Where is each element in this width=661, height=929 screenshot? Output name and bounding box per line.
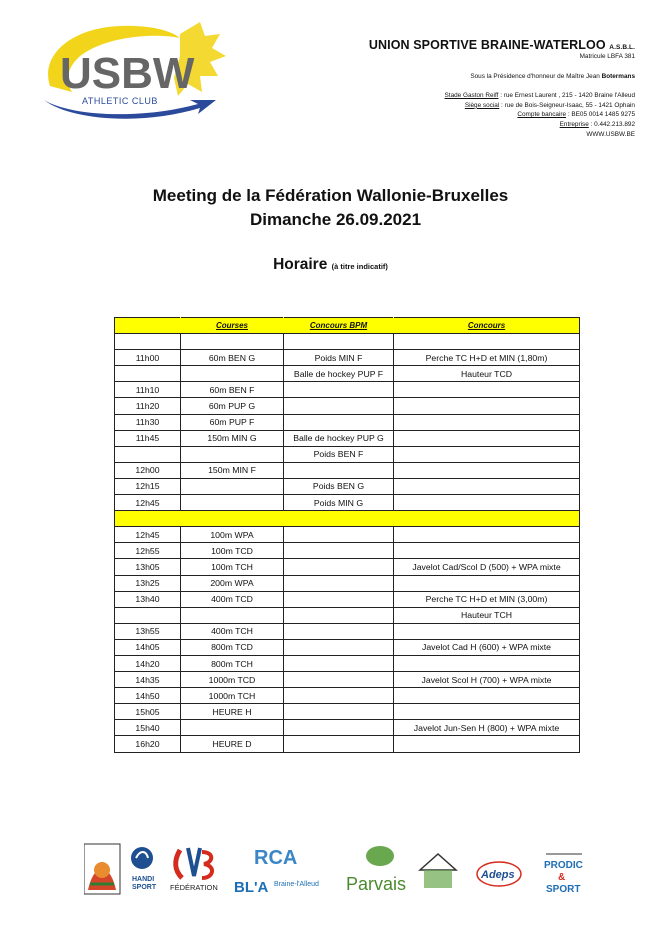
bank-account: Compte bancaire : BE05 0014 1485 9275: [517, 111, 635, 119]
cell-time: 13h25: [115, 575, 181, 591]
siege-address: Siège social : rue de Bois-Seigneur-Isaac, 55 - 1421 Ophain: [464, 101, 635, 109]
table-row: [115, 591, 580, 607]
separator-cell: [181, 511, 284, 527]
cell-time: 16h20: [115, 736, 181, 752]
cell-concours: [394, 414, 580, 430]
cell-bpm: [284, 672, 394, 688]
schedule-title: Horaire (à titre indicatif): [273, 256, 388, 273]
cell-time: 11h00: [115, 350, 181, 366]
handi-sport-logo: [131, 847, 157, 891]
cell-time: 11h10: [115, 382, 181, 398]
svg-text:SPORT: SPORT: [132, 884, 157, 891]
table-row: [115, 414, 580, 430]
cell-course: [181, 720, 284, 736]
cell-concours: Javelot Scol H (700) + WPA mixte: [394, 672, 580, 688]
athletics-stadium-logo: [84, 844, 120, 894]
cell-concours: [394, 575, 580, 591]
cell-bpm: [284, 382, 394, 398]
cell-concours: [394, 543, 580, 559]
table-row: [115, 430, 580, 446]
schedule-table: [114, 317, 580, 753]
cell-course: 60m PUP F: [181, 414, 284, 430]
cell-time: [115, 446, 181, 462]
col-header-time: [115, 318, 181, 334]
section-separator-row: [115, 511, 580, 527]
cell-concours: [394, 398, 580, 414]
table-row: [115, 398, 580, 414]
cell-concours: Hauteur TCH: [394, 607, 580, 623]
cell-course: 150m MIN F: [181, 462, 284, 478]
usbw-logo: [30, 16, 226, 128]
cell-time: 14h50: [115, 688, 181, 704]
table-row: [115, 704, 580, 720]
table-row: [115, 495, 580, 511]
cell-bpm: Poids BEN G: [284, 478, 394, 494]
cell-time: 12h55: [115, 543, 181, 559]
cell-course: 100m TCD: [181, 543, 284, 559]
cell-course: 150m MIN G: [181, 430, 284, 446]
cell-concours: Hauteur TCD: [394, 366, 580, 382]
table-row: [115, 543, 580, 559]
cell-time: 15h05: [115, 704, 181, 720]
cell-time: 14h20: [115, 655, 181, 671]
cell-bpm: [284, 736, 394, 752]
cell-bpm: [284, 462, 394, 478]
cell-course: 100m WPA: [181, 527, 284, 543]
separator-cell: [284, 511, 394, 527]
table-row: [115, 446, 580, 462]
cell-concours: Javelot Cad/Scol D (500) + WPA mixte: [394, 559, 580, 575]
cell-course: [181, 446, 284, 462]
cell-bpm: [284, 720, 394, 736]
table-row: [115, 382, 580, 398]
table-row: [115, 334, 580, 350]
svg-text:&: &: [558, 872, 566, 883]
website: WWW.USBW.BE: [586, 130, 635, 138]
svg-text:Adeps: Adeps: [481, 869, 515, 881]
cell-course: [181, 607, 284, 623]
table-row: [115, 575, 580, 591]
cell-time: 12h15: [115, 478, 181, 494]
cell-concours: [394, 446, 580, 462]
cell-course: 60m BEN F: [181, 382, 284, 398]
cell-bpm: [284, 414, 394, 430]
table-row: [115, 559, 580, 575]
cell-bpm: [284, 607, 394, 623]
cell-time: 14h35: [115, 672, 181, 688]
presidence: Sous la Présidence d'honneur de Maître Jean Botermans: [470, 72, 635, 80]
club-header: [275, 38, 635, 139]
table-row: [115, 736, 580, 752]
cell-time: 13h55: [115, 623, 181, 639]
cell-time: 13h05: [115, 559, 181, 575]
prodic-sport-logo: [544, 854, 583, 895]
table-row: [115, 366, 580, 382]
cell-bpm: [284, 398, 394, 414]
cell-bpm: [284, 527, 394, 543]
cell-course: 800m TCH: [181, 655, 284, 671]
cell-time: [115, 607, 181, 623]
svg-text:HANDI: HANDI: [132, 876, 155, 883]
cell-concours: [394, 623, 580, 639]
table-row: [115, 688, 580, 704]
cell-bpm: Poids MIN G: [284, 495, 394, 511]
table-row: [115, 720, 580, 736]
cell-bpm: Balle de hockey PUP F: [284, 366, 394, 382]
cell-time: 11h20: [115, 398, 181, 414]
cell-bpm: [284, 704, 394, 720]
cell-course: HEURE D: [181, 736, 284, 752]
svg-text:Braine-l'Alleud: Braine-l'Alleud: [274, 881, 319, 888]
meeting-date: Dimanche 26.09.2021: [249, 210, 422, 229]
logo-text: USBW: [60, 49, 195, 98]
cell-concours: [394, 462, 580, 478]
sponsor-logos: [84, 840, 604, 900]
cell-course: [181, 478, 284, 494]
col-header-courses: Courses: [181, 318, 284, 334]
cell-course: 800m TCD: [181, 639, 284, 655]
cell-time: 11h45: [115, 430, 181, 446]
separator-cell: [394, 511, 580, 527]
cell-bpm: [284, 623, 394, 639]
meeting-title: Meeting de la Fédération Wallonie-Bruxelles: [152, 186, 509, 205]
table-row: [115, 350, 580, 366]
federation-wb-logo: [170, 848, 218, 892]
cell-concours: Javelot Cad H (600) + WPA mixte: [394, 639, 580, 655]
cell-course: 60m BEN G: [181, 350, 284, 366]
svg-text:Parvais: Parvais: [346, 874, 407, 894]
matricule: Matricule LBFA 381: [579, 53, 635, 60]
svg-text:SPORT: SPORT: [546, 884, 581, 895]
cell-bpm: [284, 688, 394, 704]
svg-text:PRODIC: PRODIC: [544, 860, 583, 871]
parvais-logo: [346, 846, 406, 894]
cell-time: 15h40: [115, 720, 181, 736]
cell-bpm: Balle de hockey PUP G: [284, 430, 394, 446]
svg-text:BL'A: BL'A: [234, 879, 269, 896]
cell-concours: [394, 382, 580, 398]
cell-course: 1000m TCH: [181, 688, 284, 704]
table-row: [115, 462, 580, 478]
cell-course: 400m TCD: [181, 591, 284, 607]
cell-concours: [394, 334, 580, 350]
cell-bpm: [284, 639, 394, 655]
col-header-concours: Concours: [394, 318, 580, 334]
cell-time: 12h45: [115, 495, 181, 511]
cell-concours: [394, 527, 580, 543]
table-row: [115, 672, 580, 688]
rca-bla-logo: [234, 847, 319, 896]
cell-concours: Perche TC H+D et MIN (1,80m): [394, 350, 580, 366]
table-row: [115, 607, 580, 623]
svg-text:FÉDÉRATION: FÉDÉRATION: [170, 883, 218, 892]
cell-bpm: [284, 575, 394, 591]
cell-time: [115, 334, 181, 350]
cell-course: [181, 334, 284, 350]
cell-concours: Perche TC H+D et MIN (3,00m): [394, 591, 580, 607]
cell-course: 400m TCH: [181, 623, 284, 639]
cell-bpm: [284, 591, 394, 607]
company-number: Entreprise : 0.442.213.892: [559, 120, 635, 128]
stade-address: Stade Gaston Reiff : rue Ernest Laurent , 215 - 1420 Braine l'Alleud: [444, 92, 635, 100]
svg-text:RCA: RCA: [254, 847, 298, 869]
cell-course: 100m TCH: [181, 559, 284, 575]
cell-time: [115, 366, 181, 382]
table-row: [115, 478, 580, 494]
logo-subtext: ATHLETIC CLUB: [82, 96, 158, 106]
col-header-bpm: Concours BPM: [284, 318, 394, 334]
cell-time: 11h30: [115, 414, 181, 430]
table-row: [115, 639, 580, 655]
cell-course: 60m PUP G: [181, 398, 284, 414]
cell-bpm: Poids MIN F: [284, 350, 394, 366]
cell-course: 200m WPA: [181, 575, 284, 591]
cell-concours: [394, 495, 580, 511]
cell-bpm: Poids BEN F: [284, 446, 394, 462]
table-row: [115, 623, 580, 639]
table-row: [115, 655, 580, 671]
club-name: UNION SPORTIVE BRAINE-WATERLOO A.S.B.L.: [368, 38, 635, 52]
adeps-logo: [477, 862, 521, 886]
table-row: [115, 527, 580, 543]
cell-bpm: [284, 559, 394, 575]
table-header-row: [115, 318, 580, 334]
cell-concours: [394, 478, 580, 494]
cell-concours: [394, 430, 580, 446]
cell-time: 12h00: [115, 462, 181, 478]
cell-concours: [394, 736, 580, 752]
cell-concours: Javelot Jun-Sen H (800) + WPA mixte: [394, 720, 580, 736]
cell-bpm: [284, 543, 394, 559]
cell-concours: [394, 655, 580, 671]
cell-time: 14h05: [115, 639, 181, 655]
cell-course: [181, 366, 284, 382]
maison-logo: [420, 854, 456, 888]
cell-concours: [394, 688, 580, 704]
cell-course: [181, 495, 284, 511]
cell-concours: [394, 704, 580, 720]
separator-cell: [115, 511, 181, 527]
cell-time: 12h45: [115, 527, 181, 543]
cell-course: HEURE H: [181, 704, 284, 720]
cell-time: 13h40: [115, 591, 181, 607]
cell-bpm: [284, 334, 394, 350]
cell-bpm: [284, 655, 394, 671]
cell-course: 1000m TCD: [181, 672, 284, 688]
